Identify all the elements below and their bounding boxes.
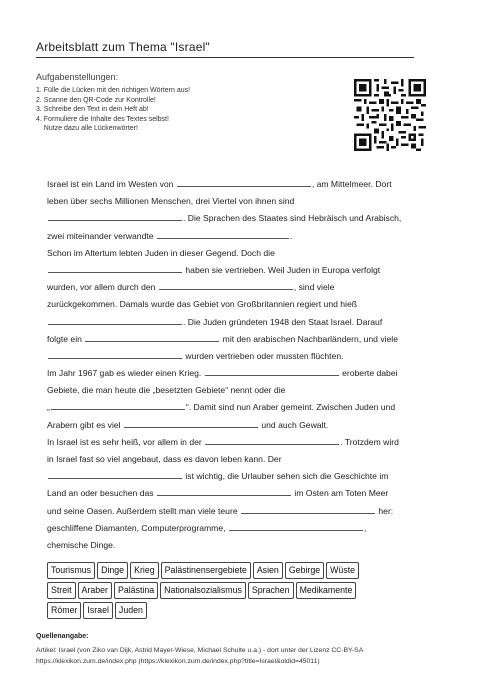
word-chip[interactable]: Asien bbox=[253, 562, 283, 579]
gap-field[interactable] bbox=[85, 332, 219, 342]
text-segment: Land an oder besuchen das bbox=[47, 488, 154, 499]
word-chip[interactable]: Dinge bbox=[97, 562, 128, 579]
word-chip[interactable]: Palästinensergebiete bbox=[161, 562, 251, 579]
word-chip[interactable]: Krieg bbox=[130, 562, 159, 579]
text-segment: wurden, vor allem durch den bbox=[47, 282, 156, 293]
word-chip[interactable]: Palästina bbox=[114, 582, 158, 599]
word-chip[interactable]: Israel bbox=[83, 602, 113, 619]
text-segment: . bbox=[289, 230, 293, 241]
gap-field[interactable] bbox=[124, 418, 258, 428]
gap-field[interactable] bbox=[48, 349, 182, 359]
gap-text bbox=[47, 176, 437, 554]
text-segment: zwei miteinander verwandte bbox=[47, 230, 154, 241]
task-item: 1. Fülle die Lücken mit den richtigen Wörtern aus! bbox=[36, 87, 191, 94]
text-segment: und seine Oasen. Außerdem stellt man viele teure bbox=[47, 505, 238, 516]
word-chip[interactable]: Streit bbox=[47, 582, 76, 599]
text-segment: in Israel fast so viel angebaut, dass es davon leben kann. Der bbox=[47, 454, 282, 464]
text-segment: Gebiete, die man heute die „besetzten Gebiete“ nennt oder die bbox=[47, 385, 286, 396]
text-segment: und auch Gewalt. bbox=[261, 419, 329, 430]
text-segment: ist wichtig, die Urlauber sehen sich die Geschichte im bbox=[185, 471, 389, 482]
gap-field[interactable] bbox=[229, 521, 363, 531]
word-chip[interactable]: Araber bbox=[78, 582, 112, 599]
text-segment: geschliffene Diamanten, Computerprogramme, bbox=[47, 522, 226, 533]
task-item: 2. Scanne den QR-Code zur Kontrolle! bbox=[36, 96, 156, 104]
task-item: Nutze dazu alle Lückenwörter! bbox=[36, 125, 138, 133]
text-segment: her: bbox=[378, 505, 394, 516]
source-heading: Quellenangabe: bbox=[36, 633, 89, 640]
text-segment: . Trotzdem wird bbox=[340, 436, 399, 447]
text-segment: In Israel ist es sehr heiß, vor allem in der bbox=[47, 436, 202, 447]
text-segment: , am Mittelmeer. Dort bbox=[311, 179, 392, 189]
text-segment: . Die Sprachen des Staates sind Hebräisch und Arabisch, bbox=[183, 213, 402, 224]
word-chip[interactable]: Nationalsozialismus bbox=[160, 582, 246, 599]
task-item: 3. Schreibe den Text in dein Heft ab! bbox=[36, 106, 149, 114]
tasks-heading: Aufgabenstellungen: bbox=[36, 72, 119, 82]
text-segment: . Die Juden gründeten 1948 den Staat Israel. Darauf bbox=[183, 316, 383, 327]
gap-field[interactable] bbox=[177, 177, 311, 187]
text-segment: , sind viele bbox=[293, 282, 335, 293]
text-segment: eroberte dabei bbox=[342, 368, 398, 379]
source-text bbox=[36, 645, 456, 667]
gap-field[interactable] bbox=[157, 486, 291, 496]
gap-field[interactable] bbox=[205, 435, 339, 445]
word-chip[interactable]: Tourismus bbox=[47, 562, 95, 579]
text-segment: Schon im Altertum lebten Juden in dieser Gegend. Doch die bbox=[47, 247, 275, 258]
word-chip[interactable]: Römer bbox=[47, 602, 81, 619]
text-segment: im Osten am Toten Meer bbox=[294, 488, 389, 499]
gap-field[interactable] bbox=[159, 280, 293, 290]
text-segment: chemische Dinge. bbox=[47, 539, 116, 550]
text-segment: haben sie vertrieben. Weil Juden in Europa verfolgt bbox=[185, 264, 381, 275]
text-segment: wurden vertrieben oder mussten flüchten. bbox=[185, 350, 344, 361]
text-segment: , bbox=[363, 522, 367, 533]
text-segment: Arabern gibt es viel bbox=[47, 419, 121, 430]
gap-field[interactable] bbox=[205, 366, 339, 376]
gap-field[interactable] bbox=[48, 469, 182, 479]
word-chip[interactable]: Wüste bbox=[326, 562, 359, 579]
word-bank-row bbox=[47, 600, 407, 620]
source-line: Artikel: Israel (von Ziko van Dijk, Astrid Mayer-Wiese, Michael Schulte u.a.) - dort unter der Lizenz CC-BY-SA bbox=[36, 647, 364, 654]
text-segment: leben über sechs Millionen Menschen, drei Viertel von ihnen sind bbox=[47, 196, 295, 207]
gap-field[interactable] bbox=[48, 315, 182, 325]
text-segment: Im Jahr 1967 gab es wieder einen Krieg. bbox=[47, 368, 202, 379]
text-segment: „ bbox=[47, 402, 50, 413]
qr-code-icon[interactable] bbox=[354, 79, 426, 151]
source-link[interactable]: https://klexikon.zum.de/index.php (https://klexikon.zum.de/index.php?title=Israel&oldid=45011) bbox=[36, 658, 320, 665]
tasks-list bbox=[36, 86, 190, 134]
word-bank-row bbox=[47, 580, 407, 600]
text-segment: mit den arabischen Nachbarländern, und viele bbox=[222, 333, 398, 344]
worksheet-title: Arbeitsblatt zum Thema "Israel" bbox=[36, 40, 414, 58]
text-segment: folgte ein bbox=[47, 333, 82, 344]
word-chip[interactable]: Sprachen bbox=[248, 582, 294, 599]
gap-field[interactable] bbox=[51, 400, 185, 410]
gap-field[interactable] bbox=[48, 211, 182, 221]
word-bank-row bbox=[47, 560, 407, 580]
word-chip[interactable]: Juden bbox=[115, 602, 147, 619]
word-bank bbox=[47, 560, 407, 620]
gap-field[interactable] bbox=[157, 229, 289, 239]
text-segment: “. Damit sind nun Araber gemeint. Zwischen Juden und bbox=[185, 402, 396, 413]
text-segment: zurückgekommen. Damals wurde das Gebiet von Großbritannien regiert und hieß bbox=[47, 299, 358, 310]
word-chip[interactable]: Gebirge bbox=[285, 562, 324, 579]
text-segment: Israel ist ein Land im Westen von bbox=[47, 179, 174, 189]
word-chip[interactable]: Medikamente bbox=[296, 582, 357, 599]
gap-field[interactable] bbox=[48, 263, 182, 273]
gap-field[interactable] bbox=[241, 504, 375, 514]
task-item: 4. Formuliere die Inhalte des Textes selbst! bbox=[36, 115, 169, 123]
